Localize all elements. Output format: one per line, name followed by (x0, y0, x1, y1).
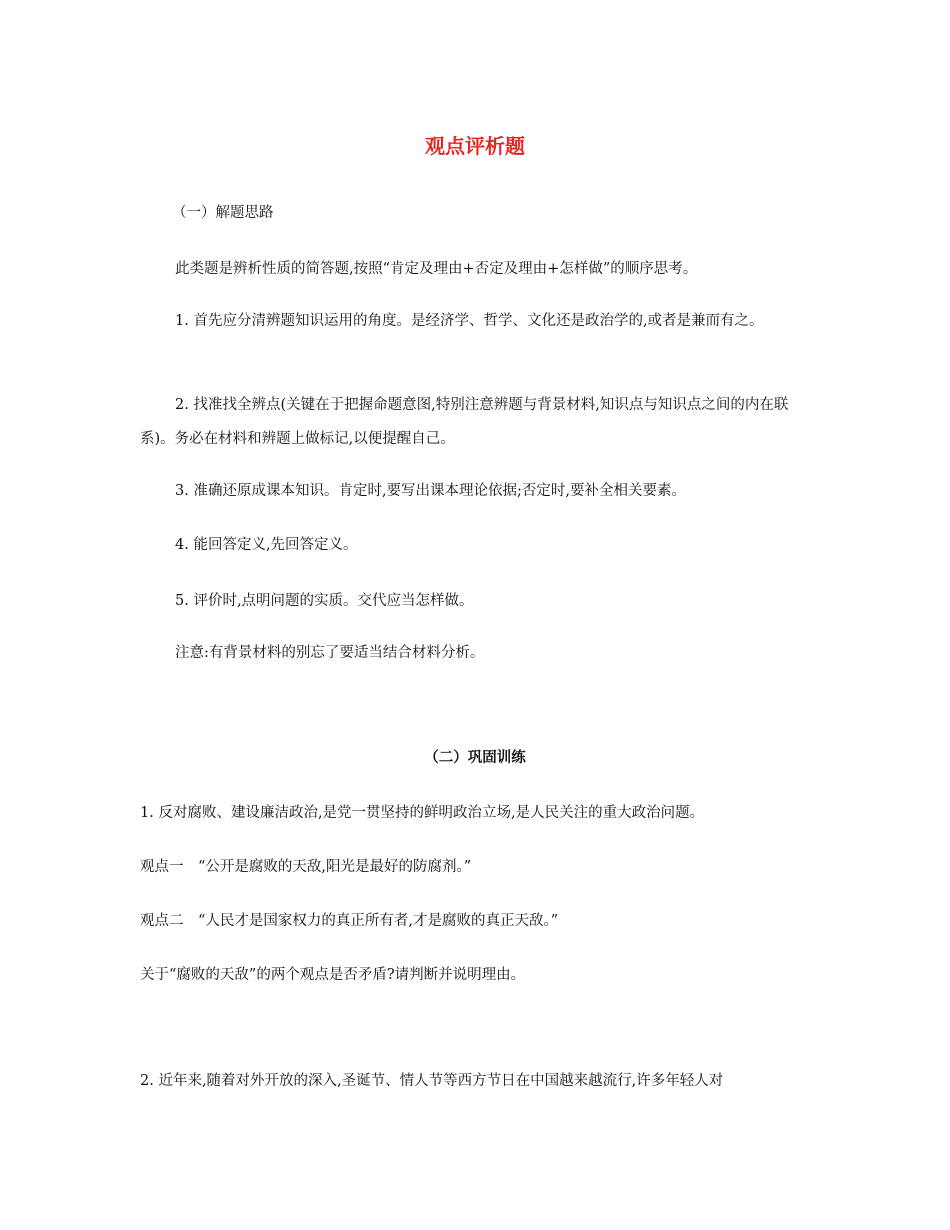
question-1-view-2: 观点二 “人民才是国家权力的真正所有者,才是腐败的真正天敌。” (140, 913, 559, 929)
question-1-ask: 关于“腐败的天敌”的两个观点是否矛盾?请判断并说明理由。 (140, 967, 526, 983)
method-step-5: 5. 评价时,点明问题的实质。交代应当怎样做。 (175, 593, 474, 609)
method-note: 注意:有背景材料的别忘了要适当结合材料分析。 (175, 645, 485, 661)
method-step-1: 1. 首先应分清辨题知识运用的角度。是经济学、哲学、文化还是政治学的,或者是兼而有之。 (175, 313, 764, 329)
method-step-3: 3. 准确还原成课本知识。肯定时,要写出课本理论依据;否定时,要补全相关要素。 (175, 483, 687, 499)
question-1-view-1: 观点一 “公开是腐败的天敌,阳光是最好的防腐剂。” (140, 859, 472, 875)
question-1-stem: 1. 反对腐败、建设廉洁政治,是党一贯坚持的鲜明政治立场,是人民关注的重大政治问题。 (140, 805, 705, 821)
method-step-4: 4. 能回答定义,先回答定义。 (175, 537, 358, 553)
page-title: 观点评析题 (425, 134, 525, 158)
method-step-2: 2. 找准找全辨点(关键在于把握命题意图,特别注意辨题与背景材料,知识点与知识点之间的内在联系)。务必在材料和辨题上做标记,以便提醒自己。 (140, 397, 789, 447)
method-intro-paragraph: 此类题是辨析性质的简答题,按照“肯定及理由+否定及理由+怎样做”的顺序思考。 (175, 261, 698, 277)
practice-section-heading: （二）巩固训练 (424, 750, 526, 766)
method-section-heading: （一）解题思路 (172, 205, 274, 221)
question-2-stem: 2. 近年来,随着对外开放的深入,圣诞节、情人节等西方节日在中国越来越流行,许多年轻人对 (140, 1073, 724, 1089)
